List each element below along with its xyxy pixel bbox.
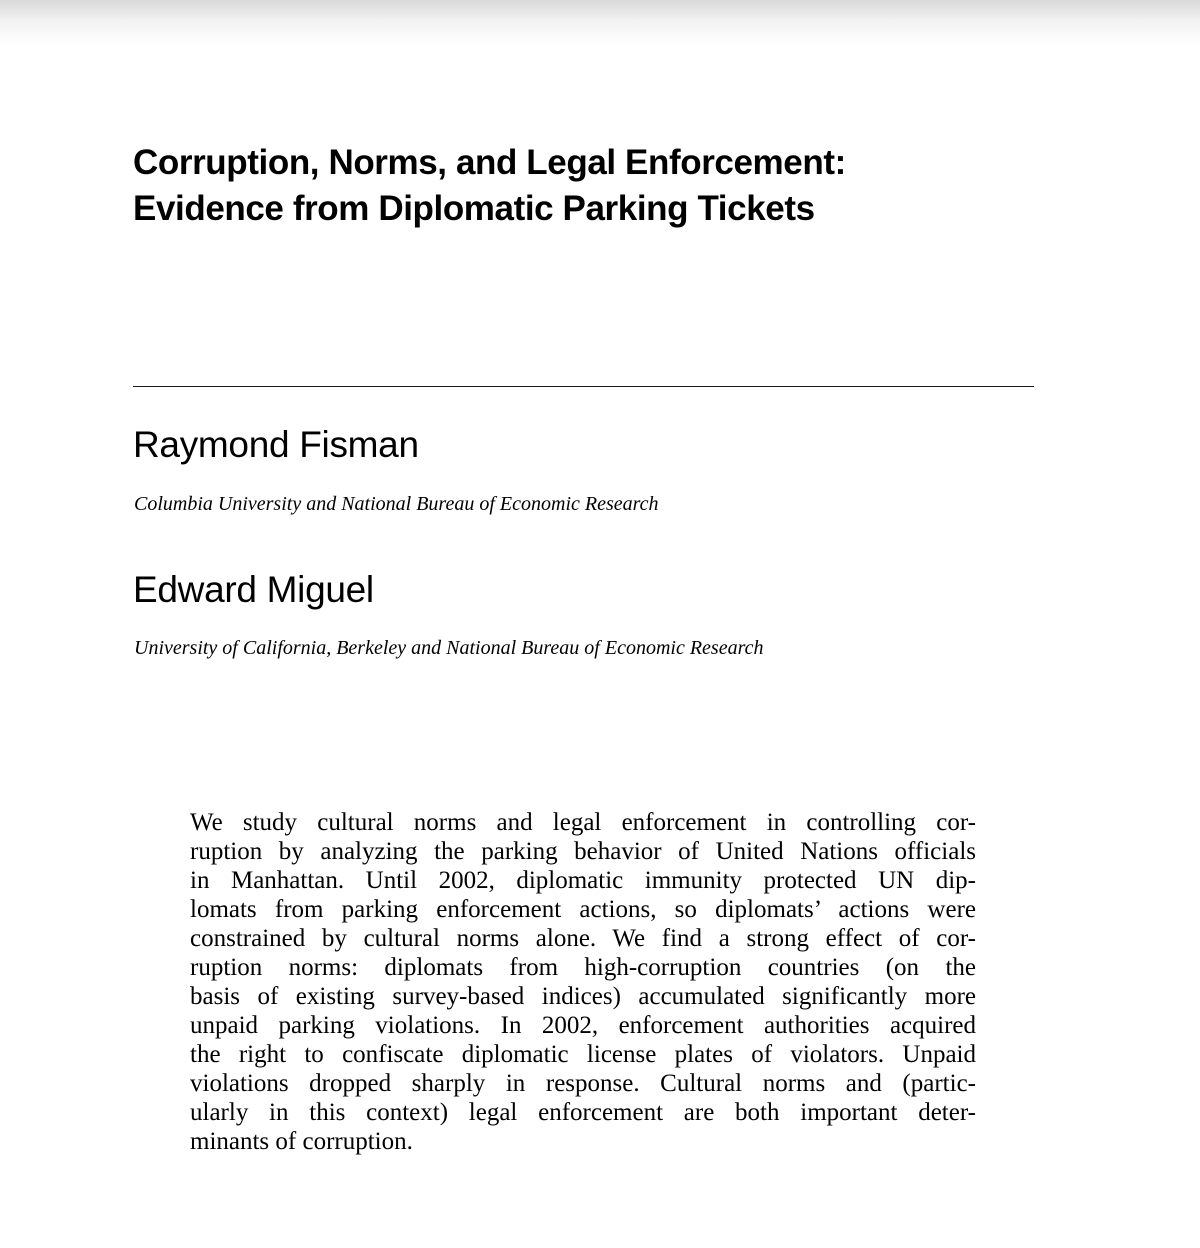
author-name-1: Raymond Fisman [133, 424, 419, 465]
abstract-line: basis of existing survey-based indices) accumulated significantly more [190, 983, 976, 1010]
paper-title-line-1: Corruption, Norms, and Legal Enforcement: [133, 143, 846, 182]
abstract-line: unpaid parking violations. In 2002, enforcement authorities acquired [190, 1012, 976, 1039]
author-affiliation-1: Columbia University and National Bureau of Economic Research [134, 493, 659, 515]
title-divider [133, 386, 1034, 387]
abstract-line: ruption by analyzing the parking behavior of United Nations officials [190, 838, 976, 865]
abstract-line: minants of corruption. [190, 1128, 413, 1155]
abstract-line: ularly in this context) legal enforcement are both important deter- [190, 1099, 976, 1126]
abstract-line: lomats from parking enforcement actions, so diplomats’ actions were [190, 896, 976, 923]
paper-title-line-2: Evidence from Diplomatic Parking Tickets [133, 189, 815, 228]
author-affiliation-2: University of California, Berkeley and National Bureau of Economic Research [134, 637, 764, 659]
abstract-line: ruption norms: diplomats from high-corruption countries (on the [190, 954, 976, 981]
author-name-2: Edward Miguel [133, 569, 374, 610]
abstract-line: constrained by cultural norms alone. We find a strong effect of cor- [190, 925, 976, 952]
abstract-line: We study cultural norms and legal enforcement in controlling cor- [190, 809, 976, 836]
page-top-shadow [0, 0, 1200, 46]
abstract [190, 808, 976, 1156]
abstract-line: the right to confiscate diplomatic license plates of violators. Unpaid [190, 1041, 976, 1068]
abstract-line: violations dropped sharply in response. Cultural norms and (partic- [190, 1070, 976, 1097]
abstract-line: in Manhattan. Until 2002, diplomatic immunity protected UN dip- [190, 867, 976, 894]
paper-title [133, 140, 1093, 232]
